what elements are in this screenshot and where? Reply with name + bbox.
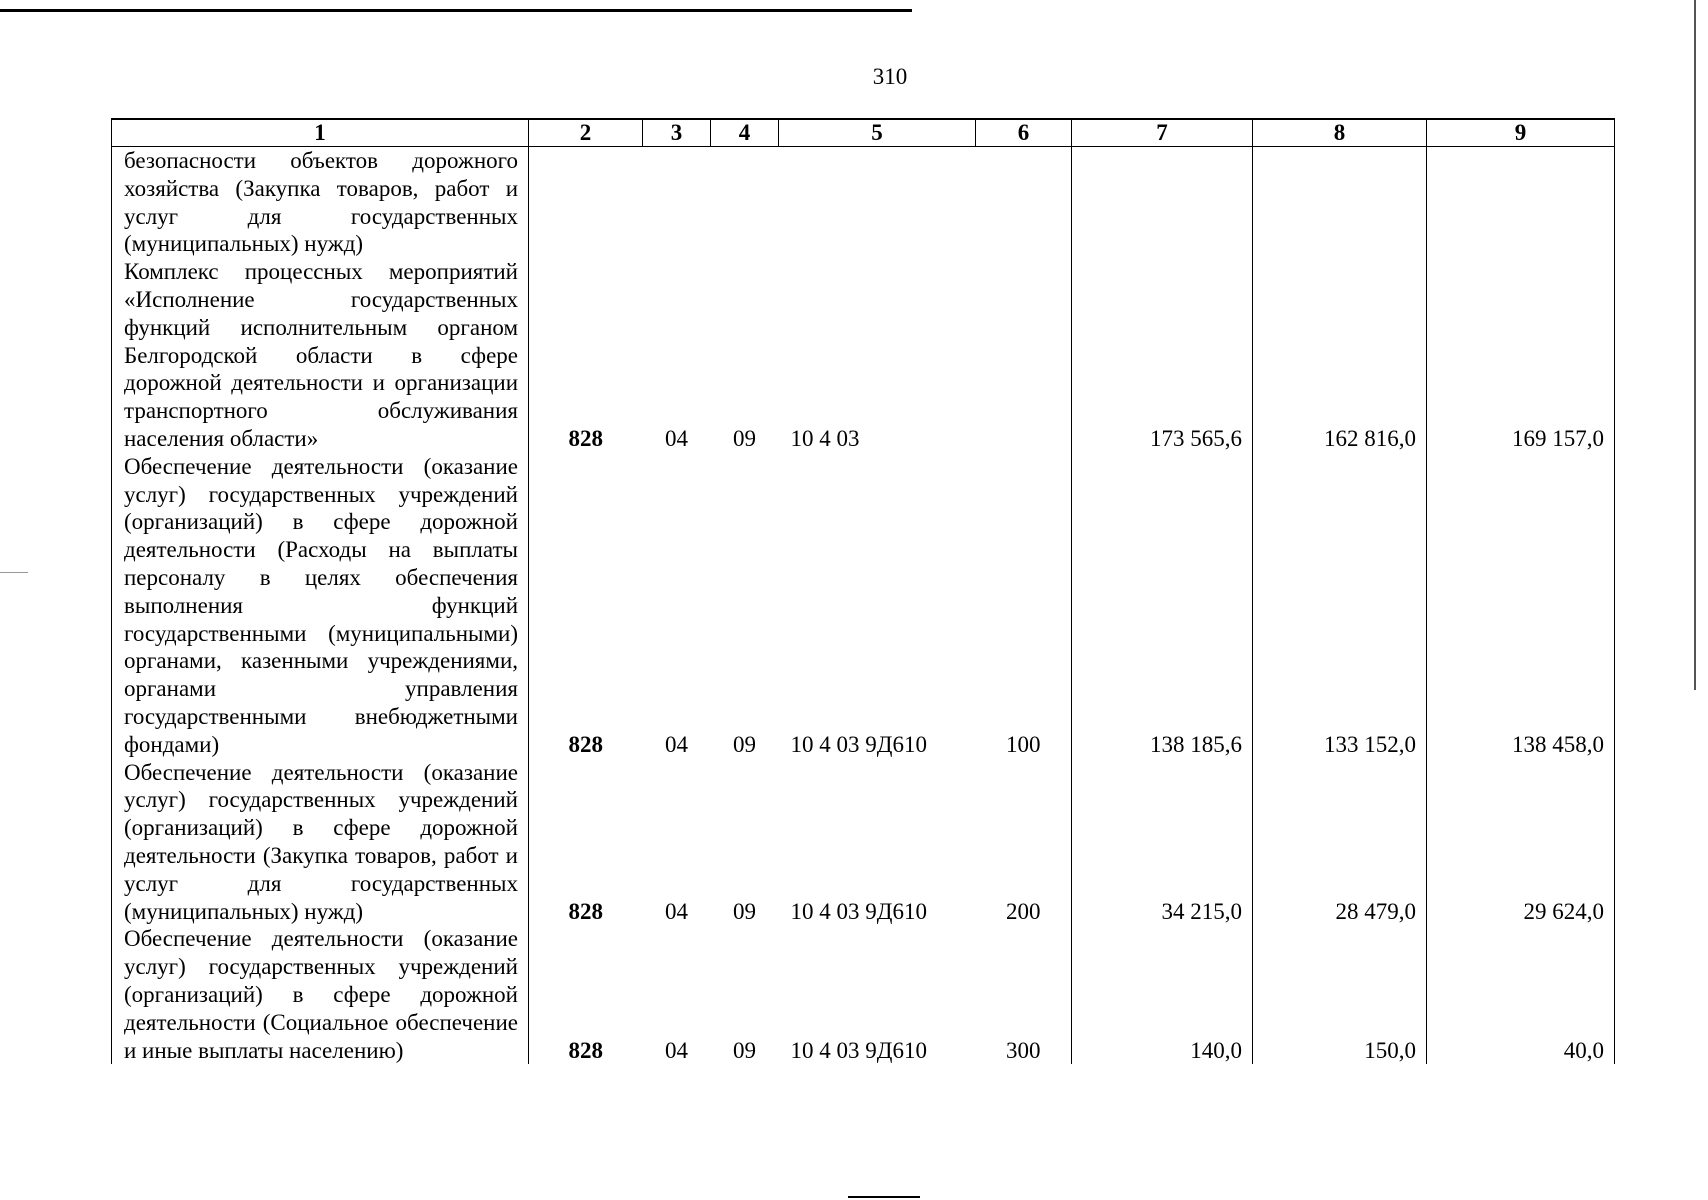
table-row	[112, 258, 1615, 453]
cell-amount-year1: 138 185,6	[1072, 453, 1253, 759]
cell-amount-year2	[1253, 147, 1427, 259]
cell-expense-type: 200	[976, 759, 1072, 926]
cell-target-article: 10 4 03	[790, 425, 860, 451]
row-name: Обеспечение деятельности (оказание услуг) государственных учреждений (организаций) в сфере дорожной деятельности (Расходы на выплаты персоналу в целях обеспечения выполнения функций государственными (муниципальными) органами, казенными учреждениями, органами управления государственными внебюджетными фондами)	[112, 453, 529, 759]
table-row	[112, 925, 1615, 1064]
cell-amount-year3: 40,0	[1427, 925, 1615, 1064]
column-header: 5	[779, 119, 976, 147]
cell-amount-year1: 140,0	[1072, 925, 1253, 1064]
cell-subsection: 09	[733, 731, 756, 757]
cell-target-article: 10 4 03 9Д610	[790, 898, 927, 924]
cell-section: 04	[665, 731, 688, 757]
cell-amount-year2: 28 479,0	[1253, 759, 1427, 926]
scan-edge-mark	[0, 572, 28, 573]
cell-code-admin: 828	[529, 258, 643, 453]
cell-subsection: 09	[733, 898, 756, 924]
row-name: Обеспечение деятельности (оказание услуг) государственных учреждений (организаций) в сфере дорожной деятельности (Социальное обеспечение и иные выплаты населению)	[112, 925, 529, 1064]
cell-amount-year3: 29 624,0	[1427, 759, 1615, 926]
column-header: 3	[643, 119, 711, 147]
cell-target-article: 10 4 03 9Д610	[790, 731, 927, 757]
cell-target-article: 10 4 03 9Д610	[790, 1037, 927, 1063]
cell-section: 04	[665, 898, 688, 924]
cell-amount-year3: 138 458,0	[1427, 453, 1615, 759]
cell-subsection	[711, 147, 779, 259]
cell-code-admin	[529, 147, 643, 259]
cell-amount-year3	[1427, 147, 1615, 259]
cell-subsection: 09	[733, 425, 756, 451]
column-header: 4	[711, 119, 779, 147]
cell-amount-year3: 169 157,0	[1427, 258, 1615, 453]
row-name: Комплекс процессных мероприятий «Исполнение государственных функций исполнительным органом Белгородской области в сфере дорожной деятельности и организации транспортного обслуживания населения области»	[112, 258, 529, 453]
cell-section: 04	[665, 1037, 688, 1063]
cell-amount-year2: 162 816,0	[1253, 258, 1427, 453]
cell-amount-year1: 173 565,6	[1072, 258, 1253, 453]
scan-edge-line	[848, 1196, 920, 1198]
cell-amount-year2: 133 152,0	[1253, 453, 1427, 759]
cell-section	[643, 147, 711, 259]
cell-section: 04	[665, 425, 688, 451]
page-number: 310	[872, 64, 908, 89]
cell-amount-year2: 150,0	[1253, 925, 1427, 1064]
row-name: безопасности объектов дорожного хозяйства (Закупка товаров, работ и услуг для государственных (муниципальных) нужд)	[112, 147, 529, 259]
column-header: 2	[529, 119, 643, 147]
cell-target-article	[779, 147, 976, 259]
scan-edge-line	[1694, 0, 1696, 690]
scan-edge-line	[0, 9, 912, 12]
column-header: 9	[1427, 119, 1615, 147]
cell-code-admin: 828	[529, 759, 643, 926]
budget-table	[111, 118, 1615, 1064]
cell-subsection: 09	[733, 1037, 756, 1063]
cell-amount-year1: 34 215,0	[1072, 759, 1253, 926]
table-row	[112, 453, 1615, 759]
column-header: 1	[112, 119, 529, 147]
column-header: 7	[1072, 119, 1253, 147]
cell-expense-type	[976, 147, 1072, 259]
row-name: Обеспечение деятельности (оказание услуг) государственных учреждений (организаций) в сфере дорожной деятельности (Закупка товаров, работ и услуг для государственных (муниципальных) нужд)	[112, 759, 529, 926]
column-header: 8	[1253, 119, 1427, 147]
cell-amount-year1	[1072, 147, 1253, 259]
table-row	[112, 147, 1615, 259]
cell-expense-type: 300	[976, 925, 1072, 1064]
table-row	[112, 759, 1615, 926]
header-row	[112, 119, 1615, 147]
column-header: 6	[976, 119, 1072, 147]
cell-expense-type: 100	[976, 453, 1072, 759]
cell-code-admin: 828	[529, 453, 643, 759]
cell-code-admin: 828	[529, 925, 643, 1064]
cell-expense-type	[976, 258, 1072, 453]
